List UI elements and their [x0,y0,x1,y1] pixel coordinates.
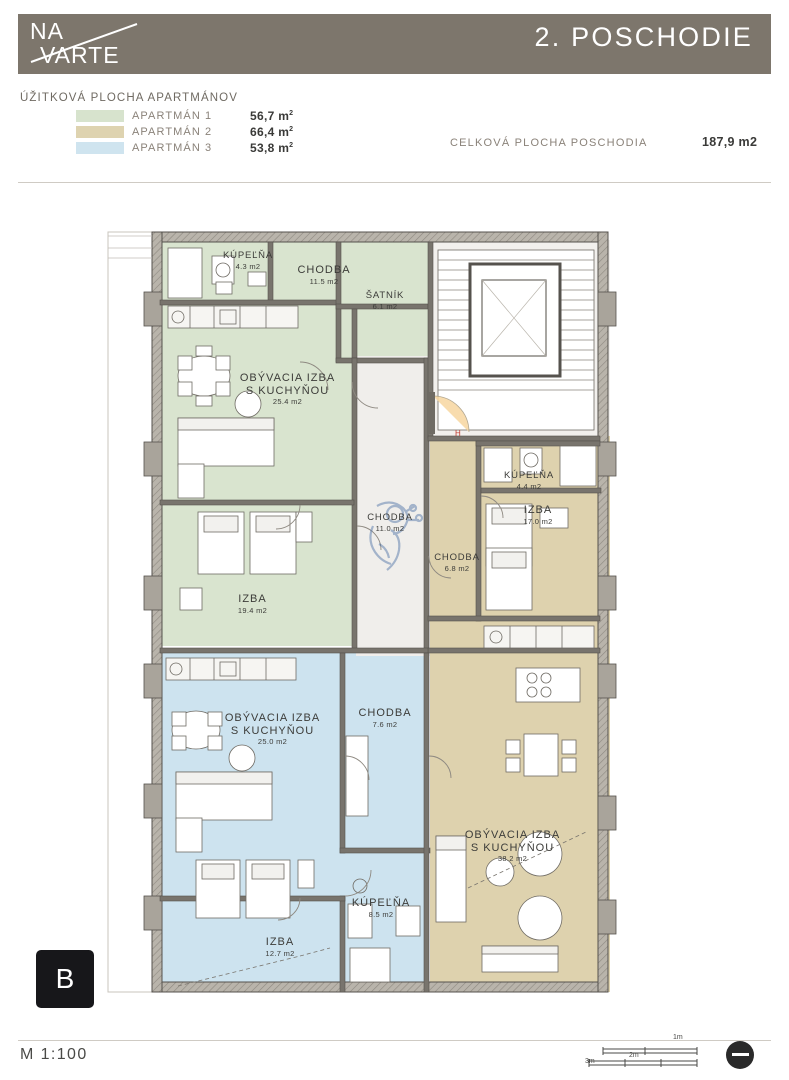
room-label-a1-satnik: ŠATNÍK 6.1 m2 [365,290,405,311]
legend-item [76,124,293,140]
room-label-a2-kupelna: KÚPEĽŇA 4.4 m2 [504,470,554,491]
room-label-a2-chodba: CHODBA 6.8 m2 [434,552,480,573]
room-label-a3-obyvacia-izba: OBÝVACIA IZBA S KUCHYŇOU 25.0 m2 [224,712,321,747]
total-area-label: CELKOVÁ PLOCHA POSCHODIA [450,137,648,149]
plan-badge-label: B [55,963,75,994]
scale-label: M 1:100 [20,1046,88,1063]
room-label-a1-izba: IZBA 19.4 m2 [237,593,268,615]
svg-text:H: H [455,429,461,438]
room-label-a1-obyvacia-izba: OBÝVACIA IZBA S KUCHYŇOU 25.4 m2 [239,372,336,407]
scale-mark-3m: 3m [585,1058,595,1065]
floor-title: 2. POSCHODIE [534,22,753,52]
room-label-a2-obyvacia-izba: OBÝVACIA IZBA S KUCHYŇOU 38.2 m2 [464,829,561,864]
room-label-a3-izba: IZBA 12.7 m2 [265,936,295,958]
legend-swatch-apartment-3 [76,142,124,154]
room-label-a1-chodba: CHODBA 11.5 m2 [297,264,351,286]
logo-line-1: NA [30,18,64,44]
floor-plan-drawing [0,196,789,1016]
legend-item [76,140,293,156]
legend-area-apartment-3: 53,8 $m^2$ [250,141,294,155]
room-label-a1-kupelna: KÚPEĽŇA 4.3 m2 [223,250,273,271]
legend [18,92,771,182]
scale-mark-1m: 1m [673,1034,683,1041]
logo-line-2: VARTE [40,42,120,68]
balcony-outline [108,236,152,258]
legend-area-apartment-1: 56,7 $m^2$ [250,109,294,123]
legend-label-apartment-1: APARTMÁN 1 [132,110,213,122]
legend-label-apartment-3: APARTMÁN 3 [132,142,213,154]
legend-swatch-apartment-2 [76,126,124,138]
staircase [438,250,594,430]
room-label-a2-izba: IZBA 17.0 m2 [523,504,553,526]
page-header [0,0,789,88]
floor-plan [0,196,789,1016]
lion-crest-watermark [355,496,425,586]
total-area-value: 187,9 m2 [702,135,758,149]
scale-mark-2m: 2m [629,1052,639,1059]
footer-divider [18,1040,771,1041]
legend-rows [76,108,293,156]
north-arrow-icon [726,1041,754,1069]
plan-badge [36,950,94,1008]
legend-item [76,108,293,124]
scale-bar [585,1034,705,1068]
room-label-a3-kupelna: KÚPEĽŇA 8.5 m2 [351,897,411,919]
room-label-mid-chodba: CHODBA 11.0 m2 [367,512,413,533]
legend-label-apartment-2: APARTMÁN 2 [132,126,213,138]
legend-title: ÚŽITKOVÁ PLOCHA APARTMÁNOV [20,92,238,104]
brand-logo [26,20,186,70]
header-divider [18,182,771,183]
legend-area-apartment-2: 66,4 $m^2$ [250,125,294,139]
legend-swatch-apartment-1 [76,110,124,122]
room-label-a3-chodba: CHODBA 7.6 m2 [358,707,412,729]
